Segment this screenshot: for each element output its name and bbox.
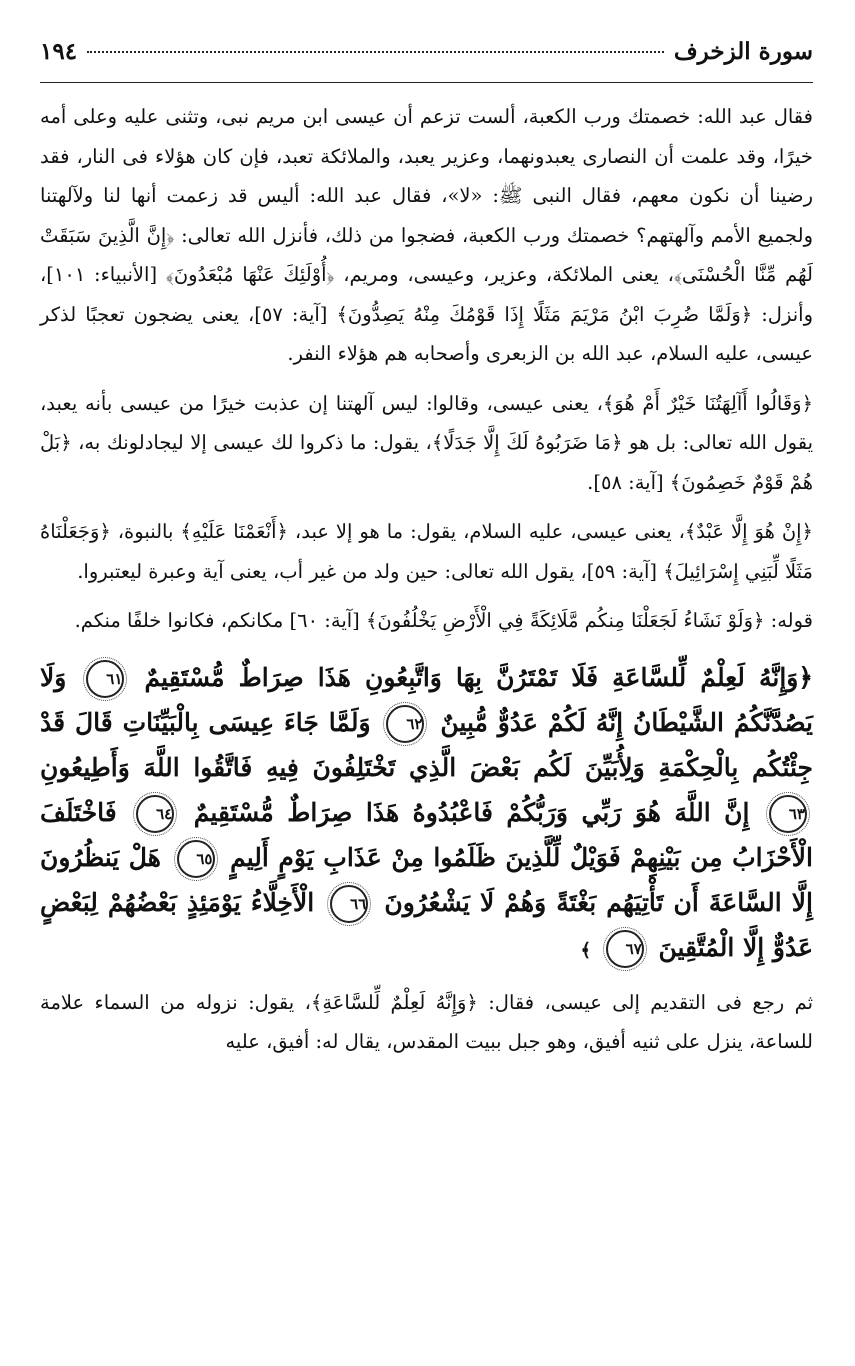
- header-dotted-leader: [87, 51, 664, 53]
- verse-63-marker: ٦٣: [769, 795, 807, 833]
- verse-65-text: فَاخْتَلَفَ الْأَحْزَابُ مِن بَيْنِهِمْ فَوَيْلٌ لِّلَّذِينَ ظَلَمُوا مِنْ عَذَابِ يَوْمٍ أَلِيمٍ: [40, 797, 813, 872]
- verse-66-marker: ٦٦: [330, 885, 368, 923]
- quran-verse-block: [40, 655, 813, 973]
- closing-ornate-bracket: ﴾: [580, 939, 592, 961]
- paragraph-1: فقال عبد الله: خصمتك ورب الكعبة، ألست تزعم أن عيسى ابن مريم نبى، وتثنى عليه وعلى أمه خيرًا، وقد علمت أن النصارى يعبدونهما، وعزير يعبد، والملائكة تعبد، فإن كان هؤلاء فى النار، فقد رضينا أن نكون معهم، فقال النبى ﷺ: «لا»، فقال عبد الله: أليس قد زعمت أنها لنا ولآلهتنا ولجميع الأمم وآلهتهم؟ خصمتك ورب الكعبة، فضجوا من ذلك، فأنزل الله تعالى: ﴿إِنَّ الَّذِينَ سَبَقَتْ لَهُم مِّنَّا الْحُسْنَى﴾، يعنى الملائكة، وعزير، وعيسى، ومريم، ﴿أُوْلَئِكَ عَنْهَا مُبْعَدُونَ﴾ [الأنبياء: ١٠١]، وأنزل: ﴿وَلَمَّا ضُرِبَ ابْنُ مَرْيَمَ مَثَلًا إِذَا قَوْمُكَ مِنْهُ يَصِدُّونَ﴾ [آية: ٥٧]، يعنى يضجون تعجبًا لذكر عيسى، عليه السلام، عبد الله بن الزبعرى وأصحابه هم هؤلاء النفر.: [40, 105, 813, 365]
- verse-64-text: إِنَّ اللَّهَ هُوَ رَبِّي وَرَبُّكُمْ فَاعْبُدُوهُ هَذَا صِرَاطٌ مُّسْتَقِيمٌ: [193, 797, 750, 827]
- verse-61-marker: ٦١: [86, 660, 124, 698]
- header-rule: [40, 82, 813, 83]
- verse-65-marker: ٦٥: [177, 840, 215, 878]
- running-head: [40, 38, 813, 80]
- verse-63-text: وَلَمَّا جَاءَ عِيسَى بِالْبَيِّنَاتِ قَالَ قَدْ جِئْتُكُم بِالْحِكْمَةِ وَلِأُبَيِّنَ لَكُم بَعْضَ الَّذِي تَخْتَلِفُونَ فِيهِ فَاتَّقُوا اللَّهَ وَأَطِيعُونِ: [40, 707, 813, 782]
- verse-62-text: وَلَا يَصُدَّنَّكُمُ الشَّيْطَانُ إِنَّهُ لَكُمْ عَدُوٌّ مُّبِينٌ: [40, 662, 813, 737]
- verse-67-marker: ٦٧: [606, 930, 644, 968]
- verse-64-marker: ٦٤: [136, 795, 174, 833]
- paragraph-4: قوله: ﴿وَلَوْ نَشَاءُ لَجَعَلْنَا مِنكُم مَّلَائِكَةً فِي الْأَرْضِ يَخْلُفُونَ﴾ [آية: ٦٠] مكانكم، فكانوا خلفًا منكم.: [74, 609, 813, 632]
- paragraph-2: ﴿وَقَالُوا أَآلِهَتُنَا خَيْرٌ أَمْ هُوَ﴾، يعنى عيسى، وقالوا: ليس آلهتنا إن عذبت خيرًا من عيسى بأنه يعبد، يقول الله تعالى: بل هو ﴿مَا ضَرَبُوهُ لَكَ إِلَّا جَدَلًا﴾، يقول: ما ذكروا لك عيسى إلا ليجادلونك به، ﴿بَلْ هُمْ قَوْمٌ خَصِمُونَ﴾ [آية: ٥٨].: [40, 391, 813, 494]
- paragraph-final: ثم رجع فى التقديم إلى عيسى، فقال: ﴿وَإِنَّهُ لَعِلْمٌ لِّلسَّاعَةِ﴾، يقول: نزوله من السماء علامة للساعة، ينزل على ثنيه أفيق، وهو جبل ببيت المقدس، يقال له: أفيق، عليه: [40, 990, 813, 1053]
- verse-66-text: هَلْ يَنظُرُونَ إِلَّا السَّاعَةَ أَن تَأْتِيَهُم بَغْتَةً وَهُمْ لَا يَشْعُرُونَ: [40, 842, 813, 917]
- surah-title: سورة الزخرف: [673, 38, 813, 65]
- paragraph-3: ﴿إِنْ هُوَ إِلَّا عَبْدٌ﴾، يعنى عيسى، عليه السلام، يقول: ما هو إلا عبد، ﴿أَنْعَمْنَا عَلَيْهِ﴾ بالنبوة، ﴿وَجَعَلْنَاهُ مَثَلًا لِّبَنِي إِسْرَائِيلَ﴾ [آية: ٥٩]، يقول الله تعالى: حين ولد من غير أب، يعنى آية وعبرة ليعتبروا.: [40, 520, 813, 583]
- verse-61-text: ﴿وَإِنَّهُ لَعِلْمٌ لِّلسَّاعَةِ فَلَا تَمْتَرُنَّ بِهَا وَاتَّبِعُونِ هَذَا صِرَاطٌ مُّسْتَقِيمٌ: [144, 662, 813, 692]
- verse-62-marker: ٦٢: [386, 705, 424, 743]
- verse-67-text: الْأَخِلَّاءُ يَوْمَئِذٍ بَعْضُهُمْ لِبَعْضٍ عَدُوٌّ إِلَّا الْمُتَّقِينَ: [40, 887, 813, 962]
- page-number: ١٩٤: [40, 38, 78, 65]
